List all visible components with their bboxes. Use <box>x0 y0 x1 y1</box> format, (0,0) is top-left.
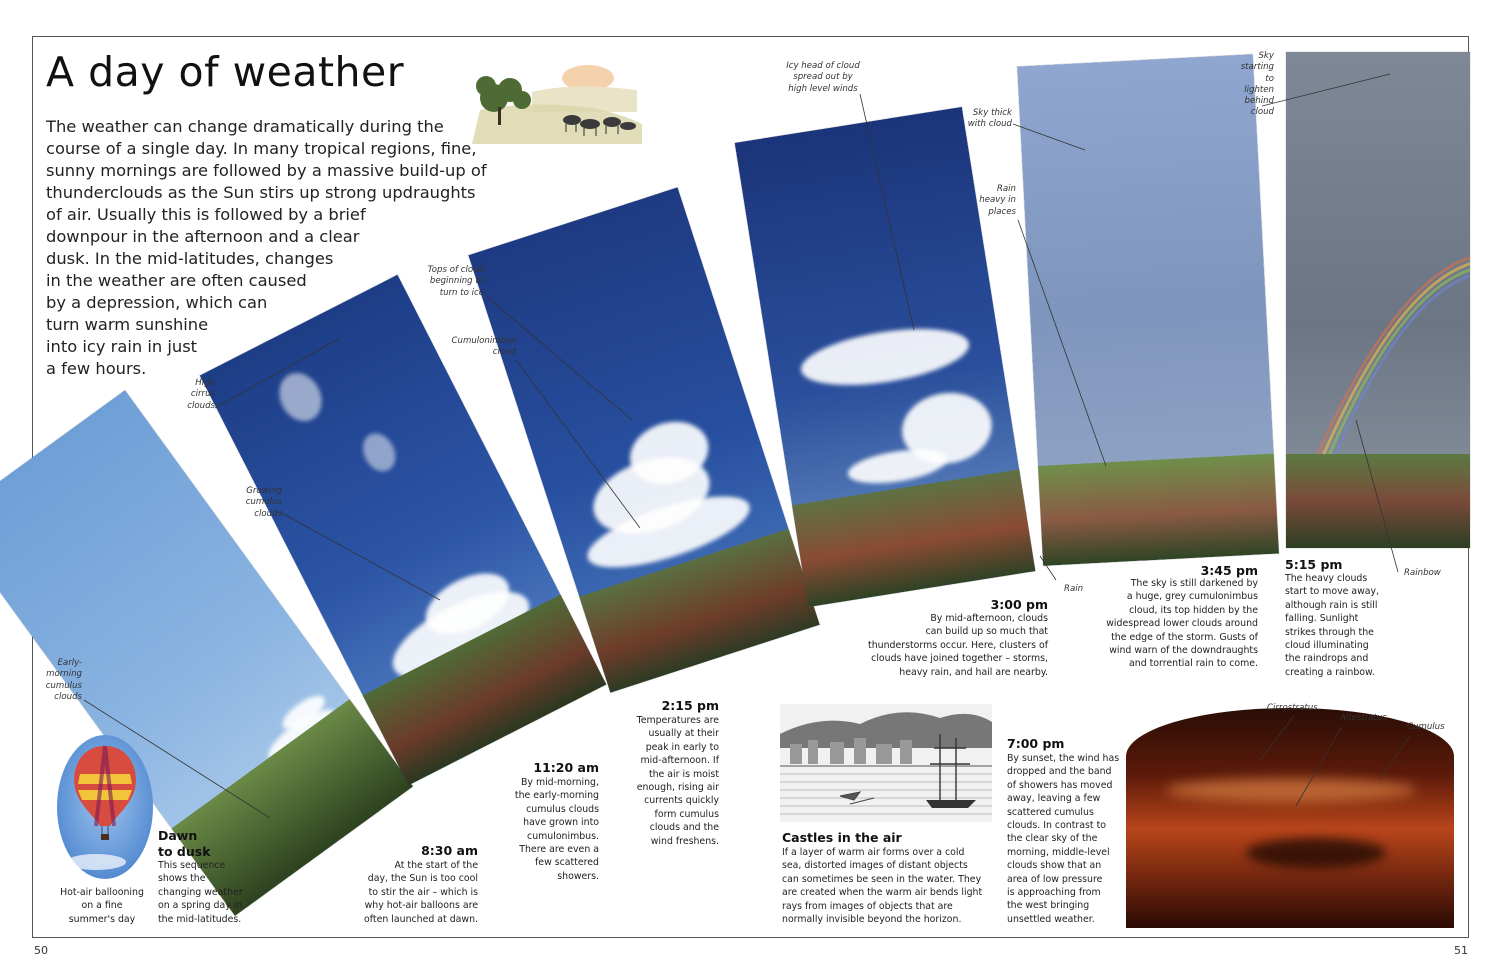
label-rain-heavy: Rain heavy in places <box>979 184 1016 217</box>
intro-line: thunderclouds as the Sun stirs up strong updraughts <box>46 183 476 202</box>
photo-sunset <box>1126 708 1454 928</box>
dawn-text: This sequence shows the changing weather on a spring day in the mid-latitudes. <box>158 860 243 925</box>
balloon-caption: Hot-air ballooning on a fine summer's day <box>60 887 144 925</box>
time-1120-title: 11:20 am <box>533 760 599 775</box>
castles-engraving-illustration <box>780 704 992 822</box>
label-sky-lighten: Sky starting to lighten behind cloud <box>1240 51 1274 118</box>
label-cirrostratus: Cirrostratus <box>1267 703 1318 713</box>
intro-line: turn warm sunshine <box>46 315 209 334</box>
label-cumulonimbus: Cumulonimbus cloud <box>451 336 516 358</box>
time-1715-title: 5:15 pm <box>1285 557 1343 572</box>
label-tops-ice: Tops of cloud beginning to turn to ice <box>427 265 484 298</box>
label-cumulus: Cumulus <box>1407 722 1445 732</box>
label-rain: Rain <box>1064 584 1084 594</box>
photo-1715-sky <box>1286 52 1470 548</box>
intro-line: in the weather are often caused <box>46 271 307 290</box>
page-number-right: 51 <box>1454 944 1468 957</box>
intro-line: into icy rain in just <box>46 337 198 356</box>
time-1415-text: Temperatures are usually at their peak in early to mid-afternoon. If the air is moist enough, rising air currents quickly form cumulus clouds and the wind freshens. <box>636 715 719 847</box>
intro-line: sunny mornings are followed by a massive build-up of <box>46 161 487 180</box>
label-growing-cumulus: Growing cumulus clouds <box>245 486 282 519</box>
time-1545-title: 3:45 pm <box>1200 563 1258 578</box>
time-1500-title: 3:00 pm <box>990 597 1048 612</box>
label-rainbow: Rainbow <box>1404 568 1441 578</box>
time-1900-title: 7:00 pm <box>1007 736 1065 751</box>
time-1715-text: The heavy clouds start to move away, although rain is still falling. Sunlight strikes through the cloud illuminating the raindrops and creating a rainbow. <box>1285 573 1380 678</box>
label-early-cumulus: Early- morning cumulus clouds <box>45 658 82 702</box>
hot-air-balloon-photo <box>56 734 154 880</box>
label-icy-head: Icy head of cloud spread out by high level winds <box>786 61 860 94</box>
intro-line: dusk. In the mid-latitudes, changes <box>46 249 334 268</box>
photo-1545-sky <box>1017 54 1279 566</box>
label-high-cirrus: High cirrus clouds <box>187 378 215 411</box>
intro-line: The weather can change dramatically during the <box>46 117 444 136</box>
page-number-left: 50 <box>34 944 48 957</box>
label-altostratus: Altostratus <box>1340 713 1387 723</box>
time-1500-text: By mid-afternoon, clouds can build up so much that thunderstorms occur. Here, clusters of clouds have joined together – storms, heavy rain, and hail are nearby. <box>868 613 1048 678</box>
intro-line: by a depression, which can <box>46 293 268 312</box>
intro-line: a few hours. <box>46 359 147 378</box>
time-0830-title: 8:30 am <box>421 843 478 858</box>
castles-text: If a layer of warm air forms over a cold sea, distorted images of distant objects can sometimes be seen in the water. They are created when the warm air bends light rays from images of objects that are normally invisible beyond the horizon. <box>782 847 983 926</box>
dawn-title-line1: Dawn <box>158 828 198 843</box>
dawn-title-line2: to dusk <box>158 844 211 859</box>
time-0830-text: At the start of the day, the Sun is too cool to stir the air – which is why hot-air balloons are often launched at dawn. <box>364 860 478 925</box>
time-1120-text: By mid-morning, the early-morning cumulus clouds have grown into cumulonimbus. There are even a few scattered showers. <box>514 777 599 882</box>
time-1415-title: 2:15 pm <box>661 698 719 713</box>
intro-line: downpour in the afternoon and a clear <box>46 227 360 246</box>
farm-engraving-illustration <box>472 52 644 144</box>
time-1545-text: The sky is still darkened by a huge, grey cumulonimbus cloud, its top hidden by the widespread lower clouds around the edge of the storm. Gusts of wind warn of the downdraughts and torrential rain to come. <box>1106 578 1258 670</box>
page-title: A day of weather <box>46 48 405 96</box>
label-sky-thick: Sky thick with cloud <box>967 108 1012 130</box>
intro-line: course of a single day. In many tropical regions, fine, <box>46 139 477 158</box>
time-1900-text: By sunset, the wind has dropped and the band of showers has moved away, leaving a few scattered cumulus clouds. In contrast to the clear sky of the morning, middle-level clouds show that an area of low pressure is approaching from the west bringing unsettled weather. <box>1007 753 1120 925</box>
intro-line: of air. Usually this is followed by a brief <box>46 205 366 224</box>
castles-title: Castles in the air <box>782 830 902 845</box>
